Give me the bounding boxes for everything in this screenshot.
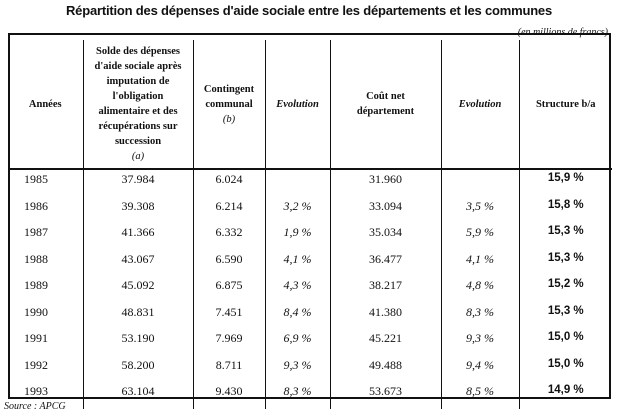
table-row: [8, 223, 612, 250]
header-contingent: Contingent communal (b): [193, 40, 265, 169]
evolution-2-cell: 9,4 %: [441, 356, 519, 383]
cout-cell: 31.960: [330, 169, 441, 197]
contingent-cell: 7.969: [193, 329, 265, 356]
evolution-2-cell: 4,1 %: [441, 250, 519, 277]
evolution-2-cell: 5,9 %: [441, 223, 519, 250]
evolution-1-cell: 1,9 %: [265, 223, 330, 250]
solde-cell: 58.200: [83, 356, 193, 383]
table-row: [8, 303, 612, 330]
solde-cell: 63.104: [83, 382, 193, 409]
structure-cell: 15,9 %: [519, 169, 612, 197]
solde-cell: 45.092: [83, 276, 193, 303]
contingent-cell: 7.451: [193, 303, 265, 330]
year-cell: 1986: [24, 198, 48, 213]
cout-cell: 35.034: [330, 223, 441, 250]
structure-cell: 15,2 %: [519, 276, 612, 303]
evolution-2-cell: 8,5 %: [441, 382, 519, 409]
solde-cell: 48.831: [83, 303, 193, 330]
year-cell: 1988: [24, 251, 48, 266]
contingent-cell: 6.332: [193, 223, 265, 250]
table-title: Répartition des dépenses d'aide sociale entre les départements et les communes: [65, 3, 552, 18]
table-row: [8, 329, 612, 356]
structure-cell: 15,0 %: [519, 356, 612, 383]
evolution-1-cell: 8,3 %: [265, 382, 330, 409]
evolution-1-cell: 4,1 %: [265, 250, 330, 277]
structure-cell: 15,3 %: [519, 250, 612, 277]
cout-cell: 38.217: [330, 276, 441, 303]
year-cell: 1987: [24, 225, 48, 239]
year-cell: 1990: [24, 304, 48, 319]
year-cell: 1985: [24, 172, 48, 186]
structure-cell: 15,0 %: [519, 329, 612, 356]
year-cell: 1993: [24, 384, 48, 398]
source-note: Source : APCG: [4, 401, 66, 412]
table-row: [8, 197, 612, 224]
evolution-2-cell: 9,3 %: [441, 329, 519, 356]
cout-cell: 49.488: [330, 356, 441, 383]
evolution-2-cell: [441, 169, 519, 197]
solde-cell: 43.067: [83, 250, 193, 277]
solde-cell: 53.190: [83, 329, 193, 356]
evolution-1-cell: 6,9 %: [265, 329, 330, 356]
structure-cell: 15,8 %: [519, 197, 612, 224]
table-row: [8, 169, 612, 197]
unit-note: (en millions de francs): [517, 27, 608, 38]
cout-cell: 36.477: [330, 250, 441, 277]
table-row: [8, 250, 612, 277]
header-solde: Solde des dépenses d'aide sociale après imputation de l'obligation alimentaire et des récupérations sur succession (a): [83, 40, 193, 169]
cout-cell: 45.221: [330, 329, 441, 356]
cout-cell: 33.094: [330, 197, 441, 224]
contingent-cell: 8.711: [193, 356, 265, 383]
evolution-1-cell: [265, 169, 330, 197]
year-cell: 1991: [24, 331, 48, 345]
contingent-cell: 6.875: [193, 276, 265, 303]
expenses-table: [8, 40, 612, 409]
header-cout: Coût net département: [330, 40, 441, 169]
year-cell: 1992: [24, 357, 48, 372]
contingent-cell: 6.214: [193, 197, 265, 224]
structure-cell: 15,3 %: [519, 223, 612, 250]
contingent-cell: 6.024: [193, 169, 265, 197]
cout-cell: 53.673: [330, 382, 441, 409]
header-evolution-1: Evolution: [265, 40, 330, 169]
cout-cell: 41.380: [330, 303, 441, 330]
structure-cell: 14,9 %: [519, 382, 612, 409]
evolution-2-cell: 3,5 %: [441, 197, 519, 224]
header-row: [8, 40, 612, 169]
table-row: [8, 356, 612, 383]
table-row: [8, 382, 612, 409]
note-a: (a): [131, 151, 145, 162]
solde-cell: 37.984: [83, 169, 193, 197]
evolution-1-cell: 9,3 %: [265, 356, 330, 383]
note-b: (b): [222, 113, 236, 125]
solde-cell: 39.308: [83, 197, 193, 224]
evolution-1-cell: 3,2 %: [265, 197, 330, 224]
contingent-cell: 6.590: [193, 250, 265, 277]
solde-cell: 41.366: [83, 223, 193, 250]
evolution-1-cell: 4,3 %: [265, 276, 330, 303]
evolution-2-cell: 4,8 %: [441, 276, 519, 303]
table-row: [8, 276, 612, 303]
year-cell: 1989: [24, 278, 48, 292]
contingent-cell: 9.430: [193, 382, 265, 409]
header-structure: Structure b/a: [519, 40, 612, 169]
header-evolution-2: Evolution: [441, 40, 519, 169]
structure-cell: 15,3 %: [519, 303, 612, 330]
evolution-1-cell: 8,4 %: [265, 303, 330, 330]
evolution-2-cell: 8,3 %: [441, 303, 519, 330]
header-annees: Années: [8, 40, 83, 169]
